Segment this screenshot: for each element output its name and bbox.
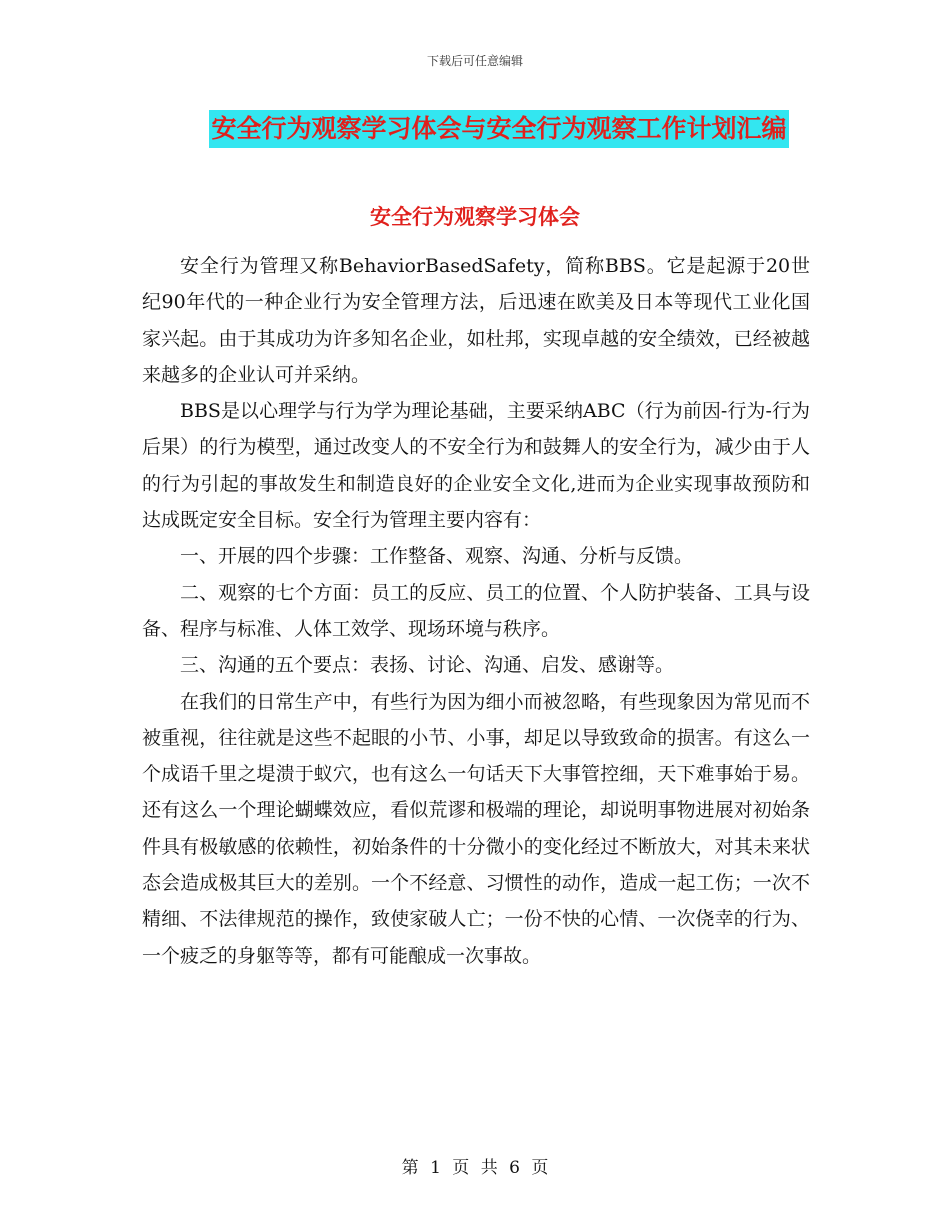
main-title: 安全行为观察学习体会与安全行为观察工作计划汇编: [209, 110, 788, 148]
section-title: 安全行为观察学习体会: [370, 205, 580, 229]
paragraph-3: 一、开展的四个步骤：工作整备、观察、沟通、分析与反馈。: [180, 545, 694, 568]
paragraph-1: 安全行为管理又称BehaviorBasedSafety，简称BBS。它是起源于20世纪90年代的一种企业行为安全管理方法，后迅速在欧美及日本等现代工业化国家兴起。由于其成功为许多知名企业，如杜邦，实现卓越的安全绩效，已经被越来越多的企业认可并采纳。: [142, 255, 810, 386]
paragraph-5: 三、沟通的五个要点：表扬、讨论、沟通、启发、感谢等。: [180, 654, 675, 677]
document-body: [142, 248, 810, 974]
main-title-container: [0, 110, 950, 148]
paragraph-2: BBS是以心理学与行为学为理论基础，主要采纳ABC（行为前因-行为-行为后果）的行为模型，通过改变人的不安全行为和鼓舞人的安全行为，减少由于人的行为引起的事故发生和制造良好的企业安全文化,进而为企业实现事故预防和达成既定安全目标。安全行为管理主要内容有：: [142, 400, 810, 532]
paragraph-4: 二、观察的七个方面：员工的反应、员工的位置、个人防护装备、工具与设备、程序与标准、人体工效学、现场环境与秩序。: [142, 581, 810, 640]
paragraph-6: 在我们的日常生产中，有些行为因为细小而被忽略，有些现象因为常见而不被重视，往往就是这些不起眼的小节、小事，却足以导致致命的损害。有这么一个成语千里之堤溃于蚁穴，也有这么一句话天下大事管控细，天下难事始于易。还有这么一个理论蝴蝶效应，看似荒谬和极端的理论，却说明事物进展对初始条件具有极敏感的依赖性，初始条件的十分微小的变化经过不断放大，对其未来状态会造成极其巨大的差别。一个不经意、习惯性的动作，造成一起工伤；一次不精细、不法律规范的操作，致使家破人亡；一份不快的心情、一次侥幸的行为、一个疲乏的身躯等等，都有可能酿成一次事故。: [142, 690, 810, 967]
page-header-note: 下载后可任意编辑: [426, 54, 523, 68]
page-number: 第 1 页 共 6 页: [401, 1158, 549, 1178]
